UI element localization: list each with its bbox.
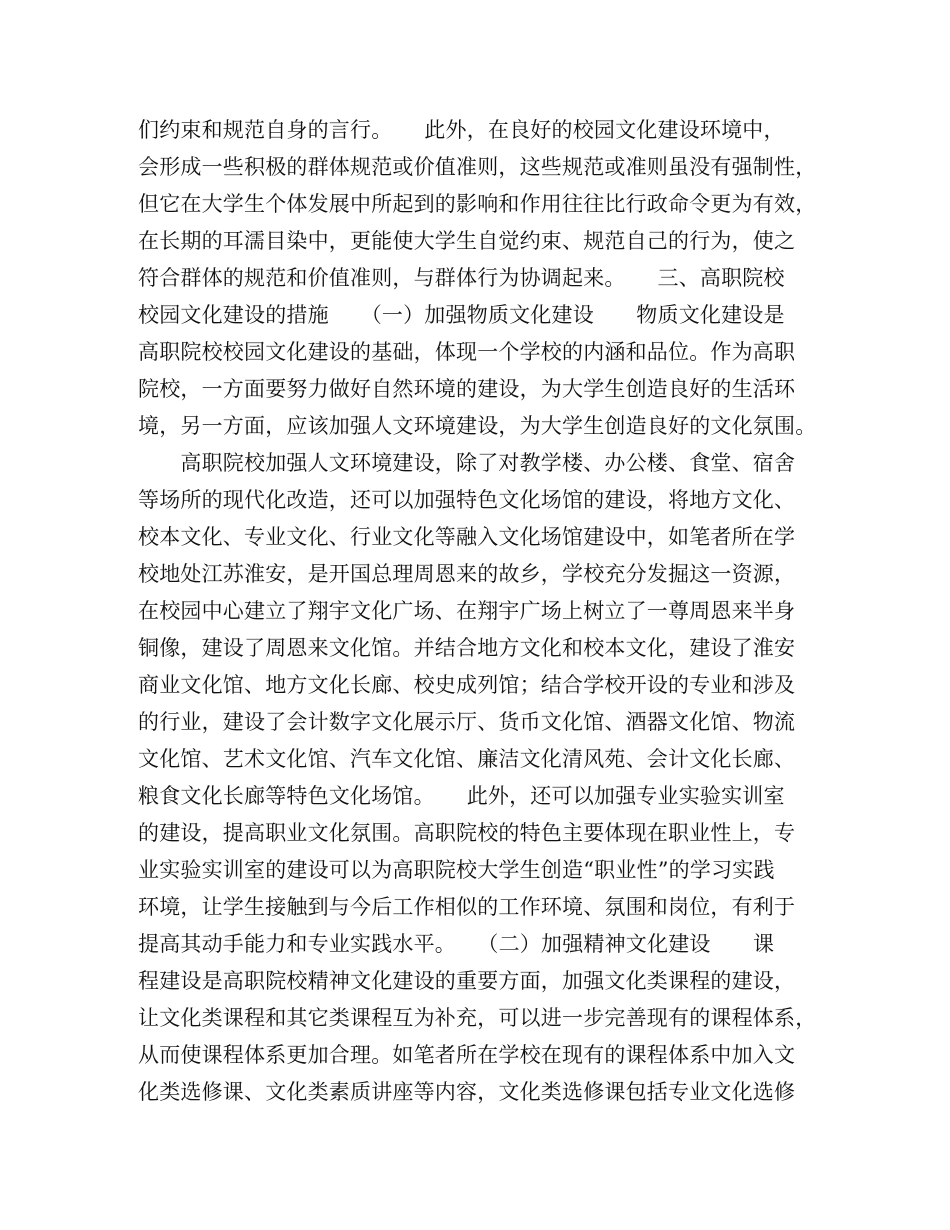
text-line: 的行业，建设了会计数字文化展示厅、货币文化馆、酒器文化馆、物流: [138, 710, 796, 734]
text-line: 会形成一些积极的群体规范或价值准则，这些规范或准则虽没有强制性，: [138, 155, 817, 179]
text-line: 校园文化建设的措施 （一）加强物质文化建设 物质文化建设是: [138, 303, 785, 327]
text-line: 在校园中心建立了翔宇文化广场、在翔宇广场上树立了一尊周恩来半身: [138, 599, 796, 623]
text-line: 业实验实训室的建设可以为高职院校大学生创造“职业性”的学习实践: [138, 858, 775, 882]
text-line: 从而使课程体系更加合理。如笔者所在学校在现有的课程体系中加入文: [138, 1043, 796, 1067]
body-text: [138, 112, 828, 1111]
text-line: 提高其动手能力和专业实践水平。 （二）加强精神文化建设 课: [138, 932, 775, 956]
text-line: 铜像，建设了周恩来文化馆。并结合地方文化和校本文化，建设了淮安: [138, 636, 796, 660]
text-line: 符合群体的规范和价值准则，与群体行为协调起来。 三、高职院校: [138, 266, 785, 290]
text-line: 商业文化馆、地方文化长廊、校史成列馆；结合学校开设的专业和涉及: [138, 673, 796, 697]
text-line: 粮食文化长廊等特色文化场馆。 此外，还可以加强专业实验实训室: [138, 784, 785, 808]
text-line: 院校，一方面要努力做好自然环境的建设，为大学生创造良好的生活环: [138, 377, 796, 401]
text-line: 化类选修课、文化类素质讲座等内容，文化类选修课包括专业文化选修: [138, 1080, 796, 1104]
text-line: 程建设是高职院校精神文化建设的重要方面，加强文化类课程的建设，: [138, 969, 796, 993]
text-line: 高职院校加强人文环境建设，除了对教学楼、办公楼、食堂、宿舍: [138, 451, 796, 475]
text-line: 文化馆、艺术文化馆、汽车文化馆、廉洁文化清风苑、会计文化长廊、: [138, 747, 796, 771]
text-line: 的建设，提高职业文化氛围。高职院校的特色主要体现在职业性上，专: [138, 821, 796, 845]
text-line: 但它在大学生个体发展中所起到的影响和作用往往比行政命令更为有效，: [138, 192, 817, 216]
text-line: 校地处江苏淮安，是开国总理周恩来的故乡，学校充分发掘这一资源，: [138, 562, 796, 586]
text-line: 让文化类课程和其它类课程互为补充，可以进一步完善现有的课程体系，: [138, 1006, 817, 1030]
text-line: 高职院校校园文化建设的基础，体现一个学校的内涵和品位。作为高职: [138, 340, 796, 364]
text-line: 境，另一方面，应该加强人文环境建设，为大学生创造良好的文化氛围。: [138, 414, 817, 438]
text-line: 校本文化、专业文化、行业文化等融入文化场馆建设中，如笔者所在学: [138, 525, 796, 549]
text-line: 在长期的耳濡目染中，更能使大学生自觉约束、规范自己的行为，使之: [138, 229, 796, 253]
text-line: 们约束和规范自身的言行。 此外，在良好的校园文化建设环境中，: [138, 118, 785, 142]
text-line: 环境，让学生接触到与今后工作相似的工作环境、氛围和岗位，有利于: [138, 895, 796, 919]
text-line: 等场所的现代化改造，还可以加强特色文化场馆的建设，将地方文化、: [138, 488, 796, 512]
